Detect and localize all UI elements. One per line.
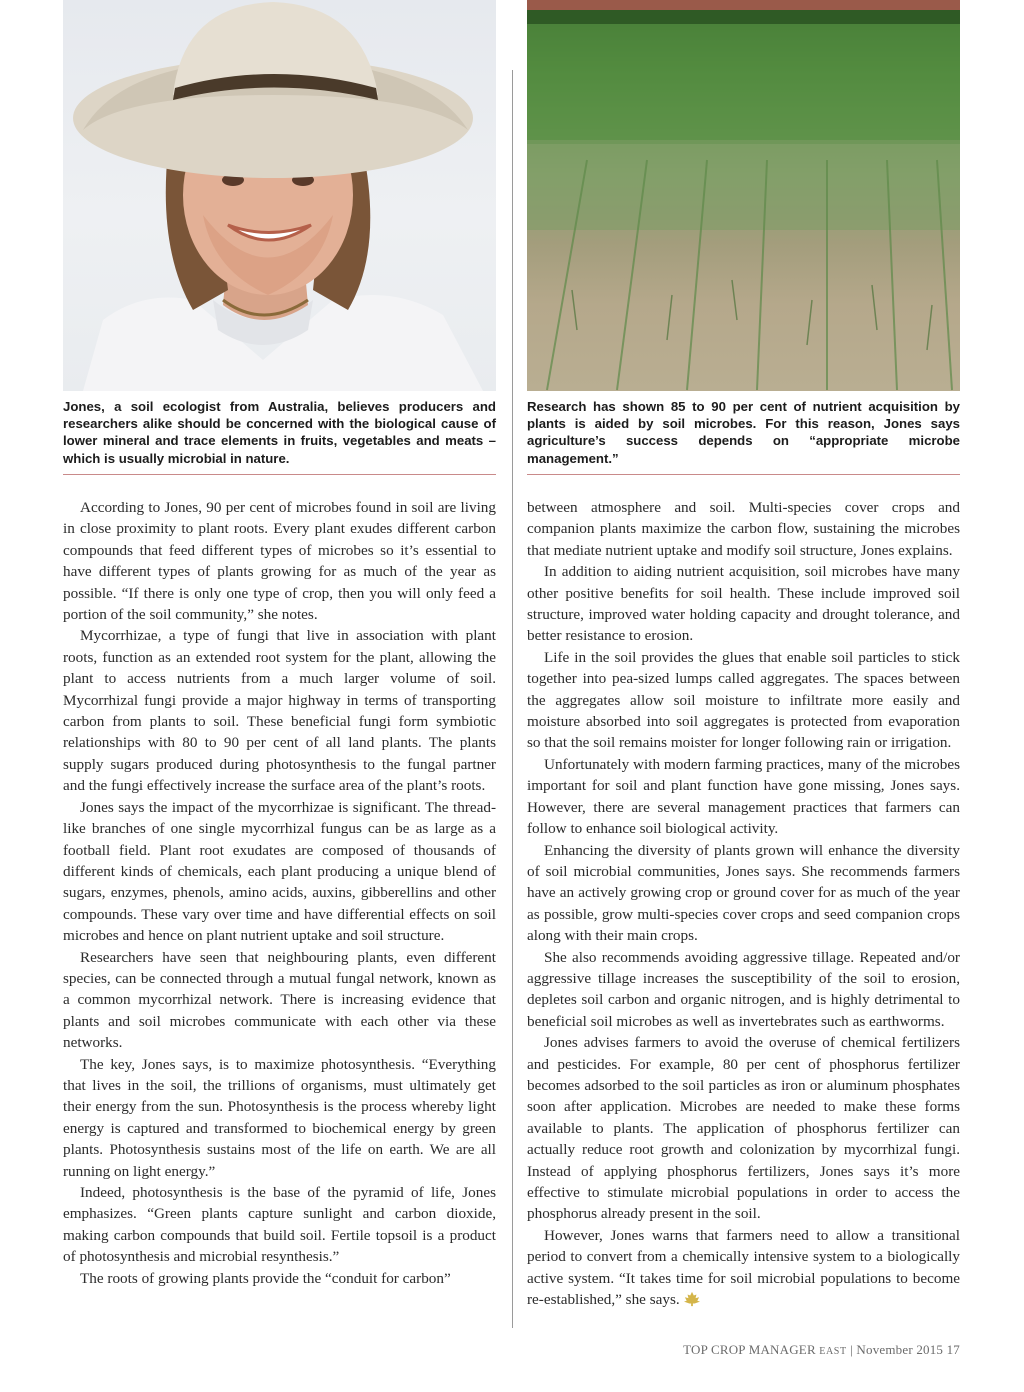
photo-caption-left: Jones, a soil ecologist from Australia, believes producers and researchers alike should be concerned with the biological cause of lower mineral and trace elements in fruits, vegetables and meats – which is usually microbial in nature. <box>63 399 496 466</box>
article-paragraph: Life in the soil provides the glues that enable soil particles to stick together into pea-sized lumps called aggregates. The spaces between the aggregates allow soil moisture to infiltrate more easily and moisture absorbed into soil aggregates is protected from evaporation so that the soil remains moister for longer following rain or irrigation. <box>527 648 960 752</box>
page-number: 17 <box>946 1342 960 1357</box>
caption-rule-left <box>63 474 496 475</box>
publication-edition: EAST <box>819 1346 847 1357</box>
article-paragraph: Researchers have seen that neighbouring plants, even different species, can be connected through a mutual fungal network, known as a common mycorrhizal network. There is increasing evidence that plants and soil microbes communicate with each other via these networks. <box>63 948 496 1052</box>
column-divider <box>512 70 513 1328</box>
photo-caption-right: Research has shown 85 to 90 per cent of nutrient acquisition by plants is aided by soil microbes. For this reason, Jones says agriculture’s success depends on “appropriate microbe management.” <box>527 399 960 466</box>
footer-separator: | <box>850 1342 853 1357</box>
article-paragraph: Mycorrhizae, a type of fungi that live in association with plant roots, function as an extended root system for the plant, allowing the plant to access nutrients from a much larger volume of soil. Mycorrhizal fungi provide a major highway in terms of transporting carbon from plants to soil. These beneficial fungi form symbiotic relationships with 80 to 90 per cent of all land plants. The plants supply sugars produced during photosynthesis to the fungal partner and the fungi effectively increase the surface area of the plant’s roots. <box>63 627 496 795</box>
photo-soil-ecologist <box>63 0 496 391</box>
article-paragraph: She also recommends avoiding aggressive tillage. Repeated and/or aggressive tillage increases the susceptibility of the soil to erosion, depletes soil carbon and organic nitrogen, and is highly detrimental to beneficial soil microbes as well as invertebrates such as earthworms. <box>527 948 960 1030</box>
last-paragraph-text: However, Jones warns that farmers need to allow a transitional period to convert from a chemically intensive system to a biologically active system. “It takes time for soil microbial populations to become re-established,” she says. <box>527 1226 960 1309</box>
article-paragraph: The key, Jones says, is to maximize photosynthesis. “Everything that lives in the soil, the trillions of organisms, must ultimately get their energy from the sun. Photosynthesis is the process whereby light energy is captured and transformed to biochemical energy by green plants. Photosynthesis sustains most of the life on earth. We are all running on light energy.” <box>63 1055 496 1180</box>
page-footer <box>683 1342 960 1358</box>
article-column-left <box>63 497 496 1289</box>
article-paragraph-last <box>527 1225 960 1311</box>
article-column-right <box>527 497 960 1310</box>
maple-leaf-icon <box>683 1291 701 1307</box>
photo-cover-crop-field <box>527 0 960 391</box>
article-paragraph: Jones says the impact of the mycorrhizae is significant. The thread-like branches of one single mycorrhizal fungus can be as large as a football field. Plant root exudates are composed of thousands of different kinds of chemicals, each plant producing a unique blend of sugars, enzymes, phenols, amino acids, auxins, gibberellins and other compounds. These vary over time and have differential effects on soil microbes and hence on plant nutrient uptake and soil structure. <box>63 798 496 945</box>
portrait-illustration <box>63 0 496 391</box>
field-illustration <box>527 0 960 391</box>
article-paragraph-continued: between atmosphere and soil. Multi-species cover crops and companion plants maximize the carbon flow, sustaining the microbes that mediate nutrient uptake and modify soil structure, Jones explains. <box>527 499 960 559</box>
article-paragraph: Indeed, photosynthesis is the base of the pyramid of life, Jones emphasizes. “Green plants capture sunlight and carbon dioxide, making carbon compounds that build soil. Fertile topsoil is a product of photosynthesis and microbial resynthesis.” <box>63 1184 496 1266</box>
article-paragraph: In addition to aiding nutrient acquisition, soil microbes have many other positive benefits for soil health. These include improved soil structure, improved water holding capacity and drought tolerance, and better resistance to erosion. <box>527 563 960 645</box>
article-paragraph: Unfortunately with modern farming practices, many of the microbes important for soil and plant function have gone missing, Jones says. However, there are several management practices that farmers can follow to enhance soil biological activity. <box>527 755 960 838</box>
article-paragraph: Jones advises farmers to avoid the overuse of chemical fertilizers and pesticides. For example, 80 per cent of phosphorus fertilizer becomes adsorbed to the soil particles as iron or aluminum phosphates soon after application. Microbes are needed to make these forms available to plants. The application of phosphorus fertilizer can actually reduce root growth and colonization by mycorrhizal fungi. Instead of applying phosphorus fertilizers, Jones says it’s more effective to stimulate microbial populations in order to access the phosphorus already present in the soil. <box>527 1034 960 1223</box>
article-paragraph: The roots of growing plants provide the “conduit for carbon” <box>80 1269 451 1287</box>
publication-name: TOP CROP MANAGER <box>683 1342 816 1357</box>
issue-date: November 2015 <box>856 1342 944 1357</box>
article-paragraph: According to Jones, 90 per cent of microbes found in soil are living in close proximity to plant roots. Every plant exudes different carbon compounds that feed different types of microbes so it’s essential to have different types of plants growing for as much of the year as possible. “If there is only one type of crop, then you will only feed a portion of the soil community,” she notes. <box>63 499 496 624</box>
caption-rule-right <box>527 474 960 475</box>
article-paragraph: Enhancing the diversity of plants grown will enhance the diversity of soil microbial communities, Jones says. She recommends farmers have an actively growing crop or ground cover for as much of the year as possible, grow multi-species cover crops and seed companion crops along with their main crops. <box>527 841 960 945</box>
